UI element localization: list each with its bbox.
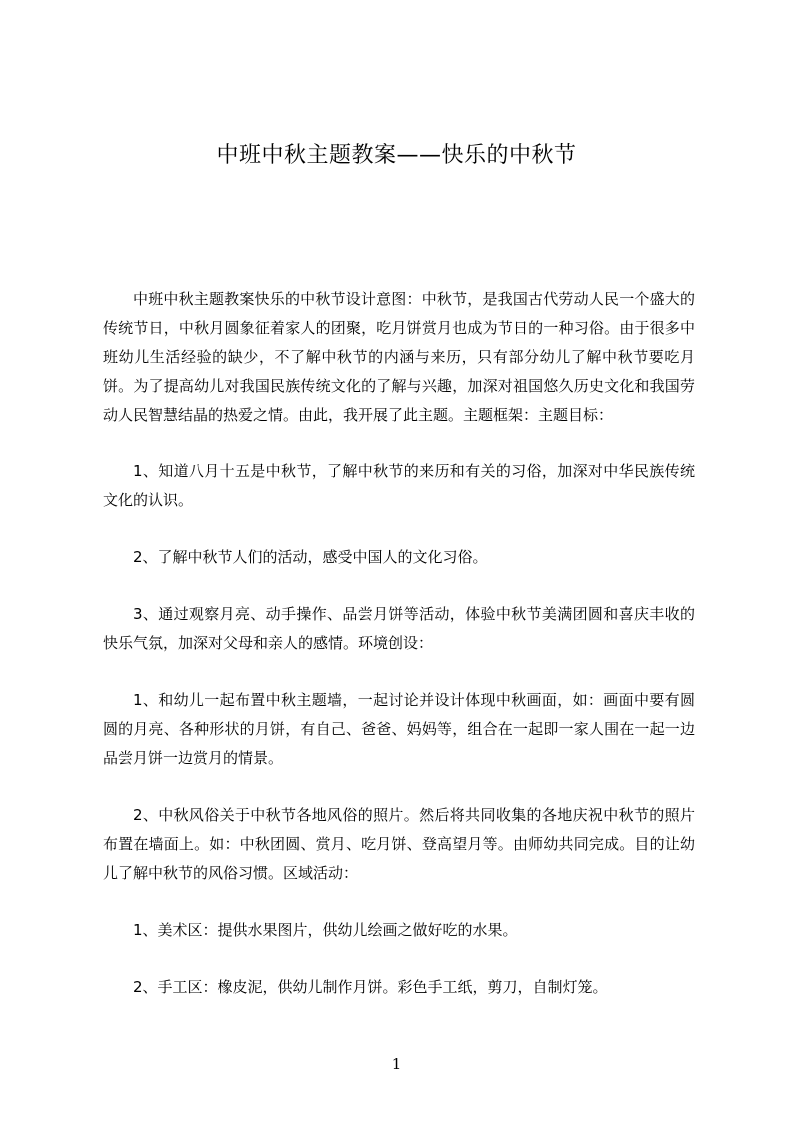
paragraph-area-art: 1、美术区：提供水果图片，供幼儿绘画之做好吃的水果。 xyxy=(133,921,518,939)
paragraph-environment-1: 1、和幼儿一起布置中秋主题墙，一起讨论并设计体现中秋画面，如：画面中要有圆圆的月亮、各种形状的月饼，有自己、爸爸、妈妈等，组合在一起即一家人围在一起一边品尝月饼一边赏月的情景。 xyxy=(103,691,695,767)
paragraph-goal-1: 1、知道八月十五是中秋节，了解中秋节的来历和有关的习俗，加深对中华民族传统文化的认识。 xyxy=(103,462,695,509)
document-body xyxy=(103,285,695,1030)
paragraph-design-intent: 中班中秋主题教案快乐的中秋节设计意图：中秋节，是我国古代劳动人民一个盛大的传统节日，中秋月圆象征着家人的团聚，吃月饼赏月也成为节日的一种习俗。由于很多中班幼儿生活经验的缺少，不了解中秋节的内涵与来历，只有部分幼儿了解中秋节要吃月饼。为了提高幼儿对我国民族传统文化的了解与兴趣，加深对祖国悠久历史文化和我国劳动人民智慧结晶的热爱之情。由此，我开展了此主题。主题框架：主题目标： xyxy=(103,290,695,424)
paragraph-goal-3: 3、通过观察月亮、动手操作、品尝月饼等活动，体验中秋节美满团圆和喜庆丰收的快乐气氛，加深对父母和亲人的感情。环境创设： xyxy=(103,605,695,652)
document-title: 中班中秋主题教案——快乐的中秋节 xyxy=(216,143,577,168)
paragraph-goal-2: 2、了解中秋节人们的活动，感受中国人的文化习俗。 xyxy=(133,548,488,566)
paragraph-environment-2: 2、中秋风俗关于中秋节各地风俗的照片。然后将共同收集的各地庆祝中秋节的照片布置在墙面上。如：中秋团圆、赏月、吃月饼、登高望月等。由师幼共同完成。目的让幼儿了解中秋节的风俗习惯。区域活动： xyxy=(103,806,695,882)
paragraph-area-craft: 2、手工区：橡皮泥，供幼儿制作月饼。彩色手工纸，剪刀，自制灯笼。 xyxy=(133,978,608,996)
page-number: 1 xyxy=(391,1055,402,1073)
